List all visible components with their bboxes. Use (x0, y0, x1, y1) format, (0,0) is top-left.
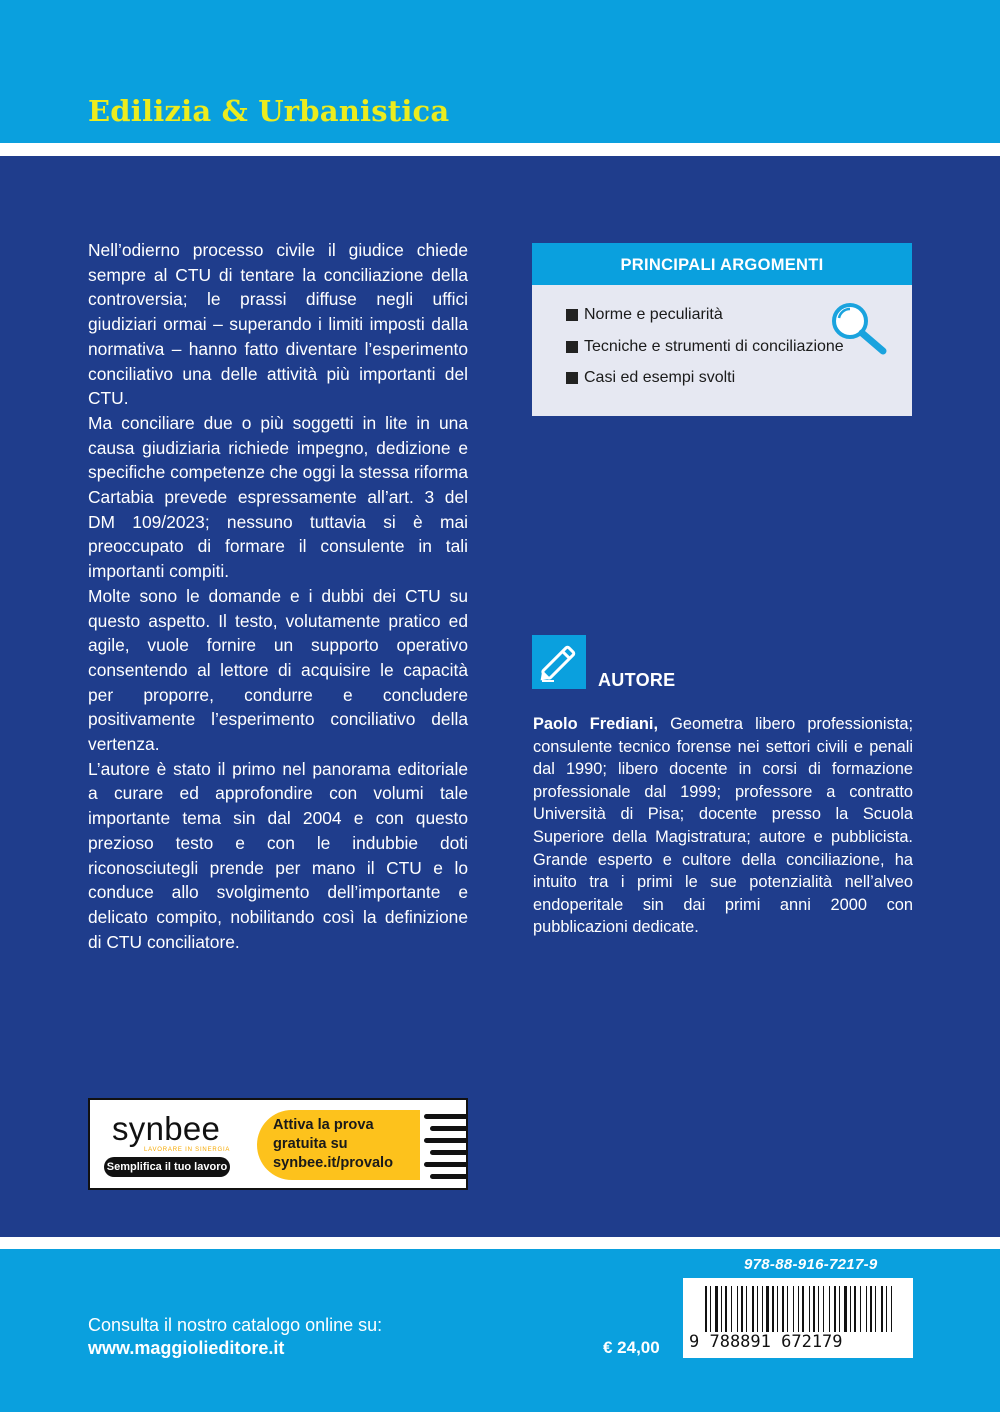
pen-icon (532, 635, 586, 689)
barcode-bar (886, 1286, 887, 1332)
back-cover-blurb (88, 238, 468, 954)
barcode-bar (731, 1286, 732, 1332)
square-bullet-icon (566, 372, 578, 384)
barcode-bar (772, 1286, 774, 1332)
barcode-bar (875, 1286, 876, 1332)
barcode-bar (891, 1286, 892, 1332)
barcode-bar (798, 1286, 799, 1332)
blurb-paragraph: Ma conciliare due o più soggetti in lite in una causa giudiziaria richiede impegno, dedizione e specifiche competenze che oggi la stessa riforma Cartabia prevede espressamente all’art. 3 del DM 109/2023; nessuno tuttavia si è mai preoccupato di formare il consulente in tali importanti compiti. (88, 412, 468, 582)
ad-cta-line: Attiva la prova (273, 1117, 374, 1133)
barcode-bar (823, 1286, 824, 1332)
barcode-bar (757, 1286, 758, 1332)
barcode-bar (829, 1286, 830, 1332)
topic-item (566, 369, 912, 401)
blurb-paragraph: L’autore è stato il primo nel panorama editoriale a curare ed approfondire con volumi tale importante tema sin dal 2004 e con questo prezioso testo e con le indubbie doti riconosciutegli prende per mano il CTU e lo conduce allo svolgimento dell’importante e delicato compito, nobilitando così la definizione di CTU conciliatore. (88, 758, 468, 952)
square-bullet-icon (566, 341, 578, 353)
synbee-tagline: LAVORARE IN SINERGIA (144, 1147, 231, 1153)
ad-pill-label: Semplifica il tuo lavoro (104, 1157, 230, 1177)
barcode-digits: 9 788891 672179 (689, 1332, 843, 1352)
synbee-ad-banner[interactable] (88, 1098, 468, 1190)
catalog-link[interactable]: www.maggiolieditore.it (88, 1338, 285, 1358)
topic-label: Tecniche e strumenti di conciliazione (584, 337, 844, 355)
barcode-bar (721, 1286, 722, 1332)
barcode-bar (854, 1286, 856, 1332)
ad-cta-line: gratuita su (273, 1136, 348, 1152)
barcode-bar (850, 1286, 851, 1332)
barcode (683, 1278, 913, 1358)
barcode-bar (715, 1286, 718, 1332)
series-title: Edilizia & Urbanistica (88, 94, 450, 128)
barcode-bar (705, 1286, 707, 1332)
barcode-bar (737, 1286, 738, 1332)
barcode-bar (839, 1286, 840, 1332)
author-name: Paolo Frediani, (533, 715, 659, 733)
barcode-bar (741, 1286, 743, 1332)
barcode-bar (782, 1286, 784, 1332)
barcode-bar (860, 1286, 861, 1332)
barcode-bar (834, 1286, 836, 1332)
topic-label: Norme e peculiarità (584, 306, 723, 323)
isbn: 978-88-916-7217-9 (744, 1256, 878, 1273)
barcode-bar (762, 1286, 763, 1332)
barcode-bar (870, 1286, 872, 1332)
ad-stripes-decoration (420, 1100, 468, 1190)
synbee-logo: synbee (112, 1110, 221, 1147)
blurb-paragraph: Molte sono le domande e i dubbi dei CTU su questo aspetto. Il testo, volutamente pratico ed agile, vuole fornire un supporto operativo consentendo al lettore di acquisire le capacità per proporre, condurre e concludere positivamente l’esperimento conciliativo della vertenza. (88, 585, 468, 755)
square-bullet-icon (566, 309, 578, 321)
barcode-bar (818, 1286, 819, 1332)
ad-cta-link[interactable]: synbee.it/provalo (273, 1155, 394, 1171)
magnifier-icon (828, 300, 890, 358)
barcode-bar (813, 1286, 815, 1332)
barcode-bar (793, 1286, 794, 1332)
barcode-bar (777, 1286, 778, 1332)
barcode-bar (787, 1286, 788, 1332)
barcode-bar (844, 1286, 847, 1332)
barcode-bar (725, 1286, 727, 1332)
divider-bottom (0, 1237, 1000, 1249)
barcode-bar (746, 1286, 747, 1332)
barcode-bar (809, 1286, 810, 1332)
barcode-bar (752, 1286, 754, 1332)
divider-top (0, 143, 1000, 156)
barcode-bar (866, 1286, 867, 1332)
author-heading: AUTORE (598, 670, 676, 690)
barcode-bar (766, 1286, 769, 1332)
blurb-paragraph: Nell’odierno processo civile il giudice chiede sempre al CTU di tentare la conciliazione della controversia; le prassi diffuse negli uffici giudiziari ormai – superando i limiti imposti dalla normativa – hanno fatto diventare l’esperimento conciliativo una delle attività più importanti del CTU. (88, 240, 468, 409)
topic-label: Casi ed esempi svolti (584, 369, 736, 386)
author-bio (533, 713, 913, 939)
author-bio-text: Geometra libero professionista; consulente tecnico forense nei settori civili e penali dal 1990; libero docente in corsi di formazione professionale dal 1999; professore a contratto Università di Pisa; docente presso la Scuola Superiore della Magistratura; autore e pubblicista. Grande esperto e cultore della conciliazione, ha intuito tra i primi le sue potenzialità nell’alveo endoperitale sin dai primi anni 2000 con pubblicazioni dedicate. (533, 715, 913, 937)
catalog-text: Consulta il nostro catalogo online su: (88, 1315, 383, 1335)
topics-heading: PRINCIPALI ARGOMENTI (532, 243, 912, 285)
barcode-bar (802, 1286, 804, 1332)
barcode-bar (710, 1286, 711, 1332)
price: € 24,00 (603, 1338, 660, 1357)
barcode-bar (881, 1286, 883, 1332)
ad-cta-text (273, 1116, 433, 1173)
